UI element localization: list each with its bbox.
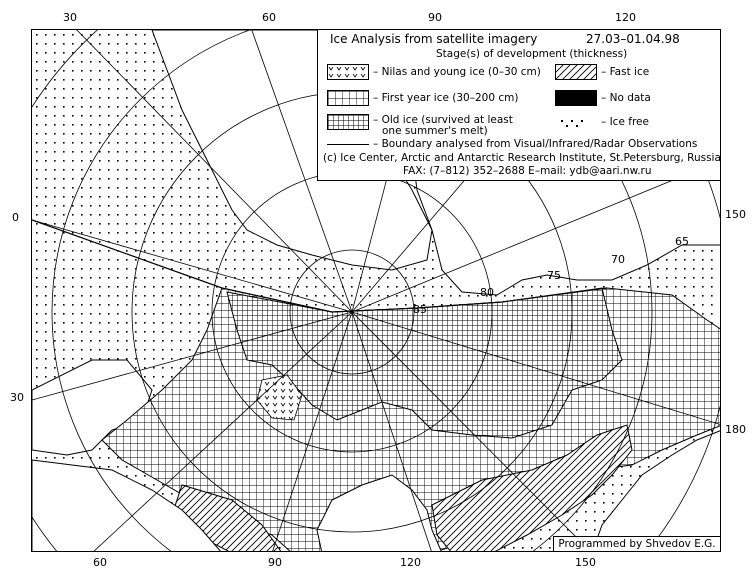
legend-nilas-label: – Nilas and young ice (0–30 cm) (373, 66, 541, 78)
legend-fast-ice-label: – Fast ice (601, 66, 650, 78)
old-ice-swatch (327, 114, 369, 130)
map-legend (317, 29, 721, 181)
latitude-label-85: 85 (413, 303, 427, 316)
legend-boundary-label: – Boundary analysed from Visual/Infrared/Radar Observations (373, 138, 698, 150)
legend-no-data-label: – No data (601, 92, 651, 104)
longitude-label-top-1: 30 (63, 11, 77, 24)
longitude-label-bottom-4: 150 (575, 556, 596, 569)
longitude-label-bottom-3: 120 (400, 556, 421, 569)
legend-first-year-label: – First year ice (30–200 cm) (373, 92, 519, 104)
longitude-label-bottom-2: 90 (268, 556, 282, 569)
legend-subtitle: Stage(s) of development (thickness) (436, 48, 628, 60)
nilas-swatch (327, 64, 369, 80)
programmed-by-credit: Programmed by Shvedov E.G. (553, 536, 721, 552)
longitude-label-right-2: 180 (725, 423, 746, 436)
longitude-label-left-2: 30 (10, 391, 24, 404)
copyright-text: (c) Ice Center, Arctic and Antarctic Research Institute, St.Petersburg, Russia (323, 152, 721, 164)
latitude-label-80: 80 (480, 286, 494, 299)
legend-ice-free-label: – Ice free (601, 116, 649, 128)
boundary-swatch (327, 144, 369, 145)
latitude-label-70: 70 (611, 253, 625, 266)
first-year-swatch (327, 90, 369, 106)
legend-old-ice-label: – Old ice (survived at least (373, 114, 513, 126)
longitude-label-top-3: 90 (428, 11, 442, 24)
legend-date-range: 27.03–01.04.98 (586, 32, 680, 46)
longitude-label-bottom-1: 60 (93, 556, 107, 569)
legend-old-ice-label-2: one summer's melt) (382, 125, 488, 137)
longitude-label-top-2: 60 (262, 11, 276, 24)
longitude-label-left-1: 0 (12, 211, 19, 224)
no-data-swatch (555, 90, 597, 106)
latitude-label-65: 65 (675, 235, 689, 248)
contact-text: FAX: (7–812) 352–2688 E–mail: ydb@aari.nw.ru (403, 165, 652, 177)
legend-title: Ice Analysis from satellite imagery (330, 32, 538, 46)
longitude-label-right-1: 150 (725, 208, 746, 221)
fast-ice-swatch (555, 64, 597, 80)
latitude-label-75: 75 (547, 269, 561, 282)
ice-free-swatch (555, 114, 597, 130)
longitude-label-top-4: 120 (615, 11, 636, 24)
